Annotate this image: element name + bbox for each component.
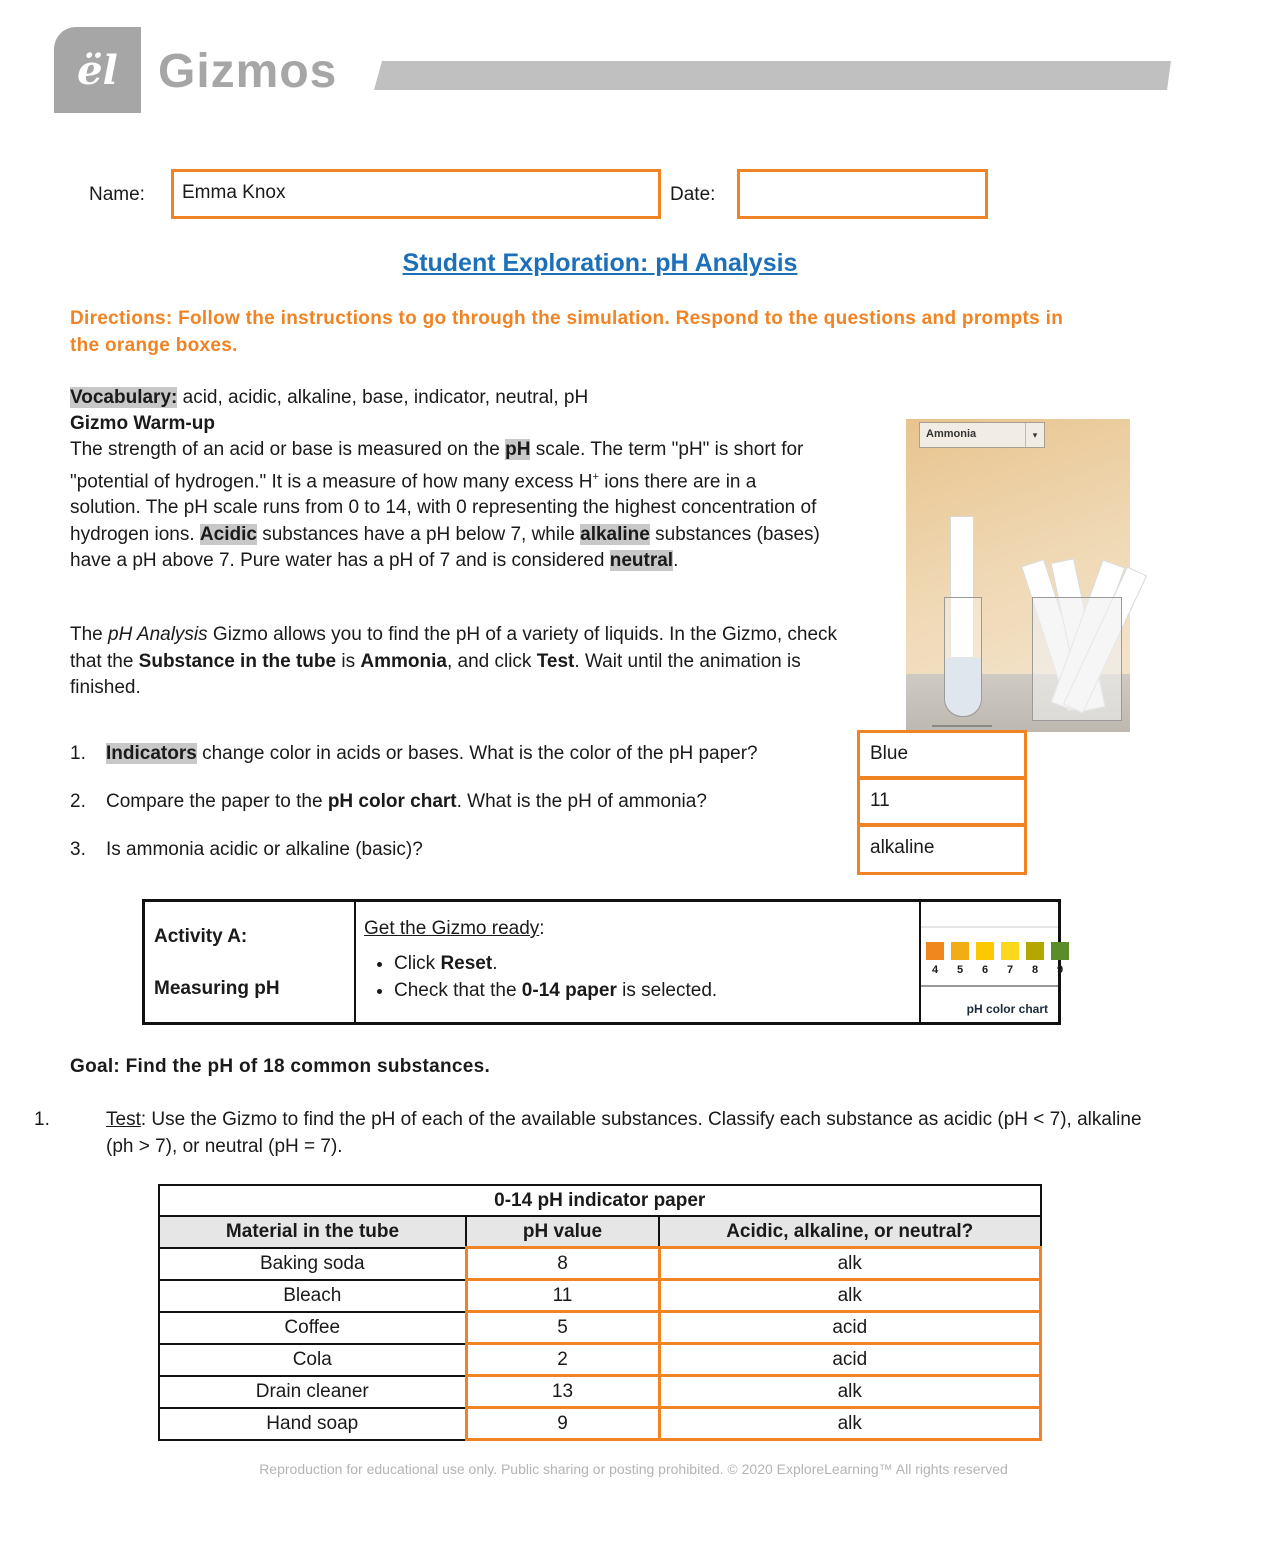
date-label: Date: <box>670 184 716 205</box>
chevron-down-icon: ▾ <box>1025 423 1044 447</box>
name-label: Name: <box>89 184 145 205</box>
get-ready-heading: Get the Gizmo ready <box>364 918 540 939</box>
question-1: 1. Indicators change color in acids or bases. What is the color of the pH paper? <box>70 743 758 764</box>
vocabulary-terms: acid, acidic, alkaline, base, indicator, neutral, pH <box>177 387 589 408</box>
name-value: Emma Knox <box>182 182 286 203</box>
question-2: 2. Compare the paper to the pH color chart. What is the pH of ammonia? <box>70 791 707 812</box>
answer-2-field[interactable]: 11 <box>857 777 1027 826</box>
table-row: Bleach 11 alk <box>159 1280 1041 1312</box>
directions: Directions: Follow the instructions to go through the simulation. Respond to the questions and prompts in the orange boxes. <box>70 308 1064 356</box>
copyright-footer: Reproduction for educational use only. Public sharing or posting prohibited. © 2020 ExploreLearning™ All rights reserved <box>259 1461 1008 1477</box>
table-row: Drain cleaner 13 alk <box>159 1376 1041 1408</box>
color-swatch <box>1026 942 1044 960</box>
date-field[interactable] <box>737 169 988 219</box>
ph-value-cell[interactable]: 13 <box>466 1376 659 1408</box>
ph-value-cell[interactable]: 2 <box>466 1344 659 1376</box>
page-title: Student Exploration: pH Analysis <box>402 249 798 277</box>
ph-results-table <box>158 1184 1042 1441</box>
date-value <box>740 172 985 192</box>
swatch-labels <box>926 964 1069 976</box>
classification-cell[interactable]: alk <box>659 1376 1041 1408</box>
answer-3-field[interactable]: alkaline <box>857 824 1027 875</box>
highlight-alkaline: alkaline <box>580 523 650 545</box>
activity-box <box>142 899 1064 1025</box>
classification-cell[interactable]: acid <box>659 1312 1041 1344</box>
instruction-reset: • Click Reset. <box>394 950 911 977</box>
ph-value-cell[interactable]: 5 <box>466 1312 659 1344</box>
test-instruction: 1. Test: Use the Gizmo to find the pH of each of the available substances. Classify each substance as acidic (pH < 7), alkaline (ph > 7), or neutral (pH = 7). <box>34 1109 1142 1157</box>
color-swatch <box>1051 942 1069 960</box>
highlight-neutral: neutral <box>609 550 674 572</box>
ph-value-cell[interactable]: 9 <box>466 1408 659 1440</box>
header-bar <box>374 61 1171 90</box>
gizmo-screenshot <box>906 419 1130 732</box>
classification-cell[interactable]: alk <box>659 1408 1041 1440</box>
ph-value-cell[interactable]: 8 <box>466 1248 659 1280</box>
ph-value-cell[interactable]: 11 <box>466 1280 659 1312</box>
table-caption: 0-14 pH indicator paper <box>159 1185 1041 1216</box>
substance-select: Ammonia ▾ <box>919 422 1045 448</box>
activity-instructions: Get the Gizmo ready: • Click Reset. • Check that the 0-14 paper is selected. <box>356 902 921 1022</box>
color-swatch <box>951 942 969 960</box>
swatch-label: 7 <box>1006 964 1014 976</box>
color-swatches <box>926 942 1069 960</box>
swatch-label: 6 <box>981 964 989 976</box>
vocabulary-label: Vocabulary: <box>70 387 178 408</box>
swatch-label: 4 <box>931 964 939 976</box>
activity-title: Activity A: Measuring pH <box>145 902 356 1022</box>
warmup-heading: Gizmo Warm-up <box>70 413 215 434</box>
question-3: 3. Is ammonia acidic or alkaline (basic)? <box>70 839 423 860</box>
highlight-ph: pH <box>505 439 531 460</box>
warmup-paragraph-2: The pH Analysis Gizmo allows you to find the pH of a variety of liquids. In the Gizmo, check that the Substance in the tube is Ammonia, and click Test. Wait until the animation is finished. <box>70 624 838 698</box>
table-row: Cola 2 acid <box>159 1344 1041 1376</box>
instruction-paper: • Check that the 0-14 paper is selected. <box>394 977 911 1004</box>
name-field[interactable] <box>171 169 661 219</box>
ph-color-chart <box>921 902 1064 1022</box>
answer-1-field[interactable]: Blue <box>857 730 1027 779</box>
table-row: Coffee 5 acid <box>159 1312 1041 1344</box>
classification-cell[interactable]: alk <box>659 1248 1041 1280</box>
classification-cell[interactable]: acid <box>659 1344 1041 1376</box>
column-header-material: Material in the tube <box>159 1216 466 1248</box>
goal-heading: Goal: Find the pH of 18 common substances. <box>70 1056 491 1077</box>
color-chart-caption: pH color chart <box>966 1002 1048 1016</box>
color-swatch <box>976 942 994 960</box>
classification-cell[interactable]: alk <box>659 1280 1041 1312</box>
swatch-label: 8 <box>1031 964 1039 976</box>
beaker <box>1032 597 1122 721</box>
explorelearning-logo <box>54 27 141 113</box>
column-header-classification: Acidic, alkaline, or neutral? <box>659 1216 1041 1248</box>
color-swatch <box>1001 942 1019 960</box>
brand-name: Gizmos <box>158 45 338 98</box>
table-row: Hand soap 9 alk <box>159 1408 1041 1440</box>
color-swatch <box>926 942 944 960</box>
warmup-paragraph-1: The strength of an acid or base is measured on the pH scale. The term "pH" is short for "potential of hydrogen." It is a measure of how many excess H+ ions there are in a solution. The pH scale runs from 0 to 14, with 0 representing the highest concentration of hydrogen ions. Acidic substances have a pH below 7, while alkaline substances (bases) have a pH above 7. Pure water has a pH of 7 and is considered neutral. <box>70 439 820 572</box>
tube-stand <box>932 677 992 727</box>
table-row: Baking soda 8 alk <box>159 1248 1041 1280</box>
swatch-label: 9 <box>1056 964 1064 976</box>
swatch-label: 5 <box>956 964 964 976</box>
column-header-ph: pH value <box>466 1216 659 1248</box>
highlight-acidic: Acidic <box>199 523 257 545</box>
vocabulary-line <box>70 385 860 412</box>
logo-glyph: ël <box>77 46 118 94</box>
